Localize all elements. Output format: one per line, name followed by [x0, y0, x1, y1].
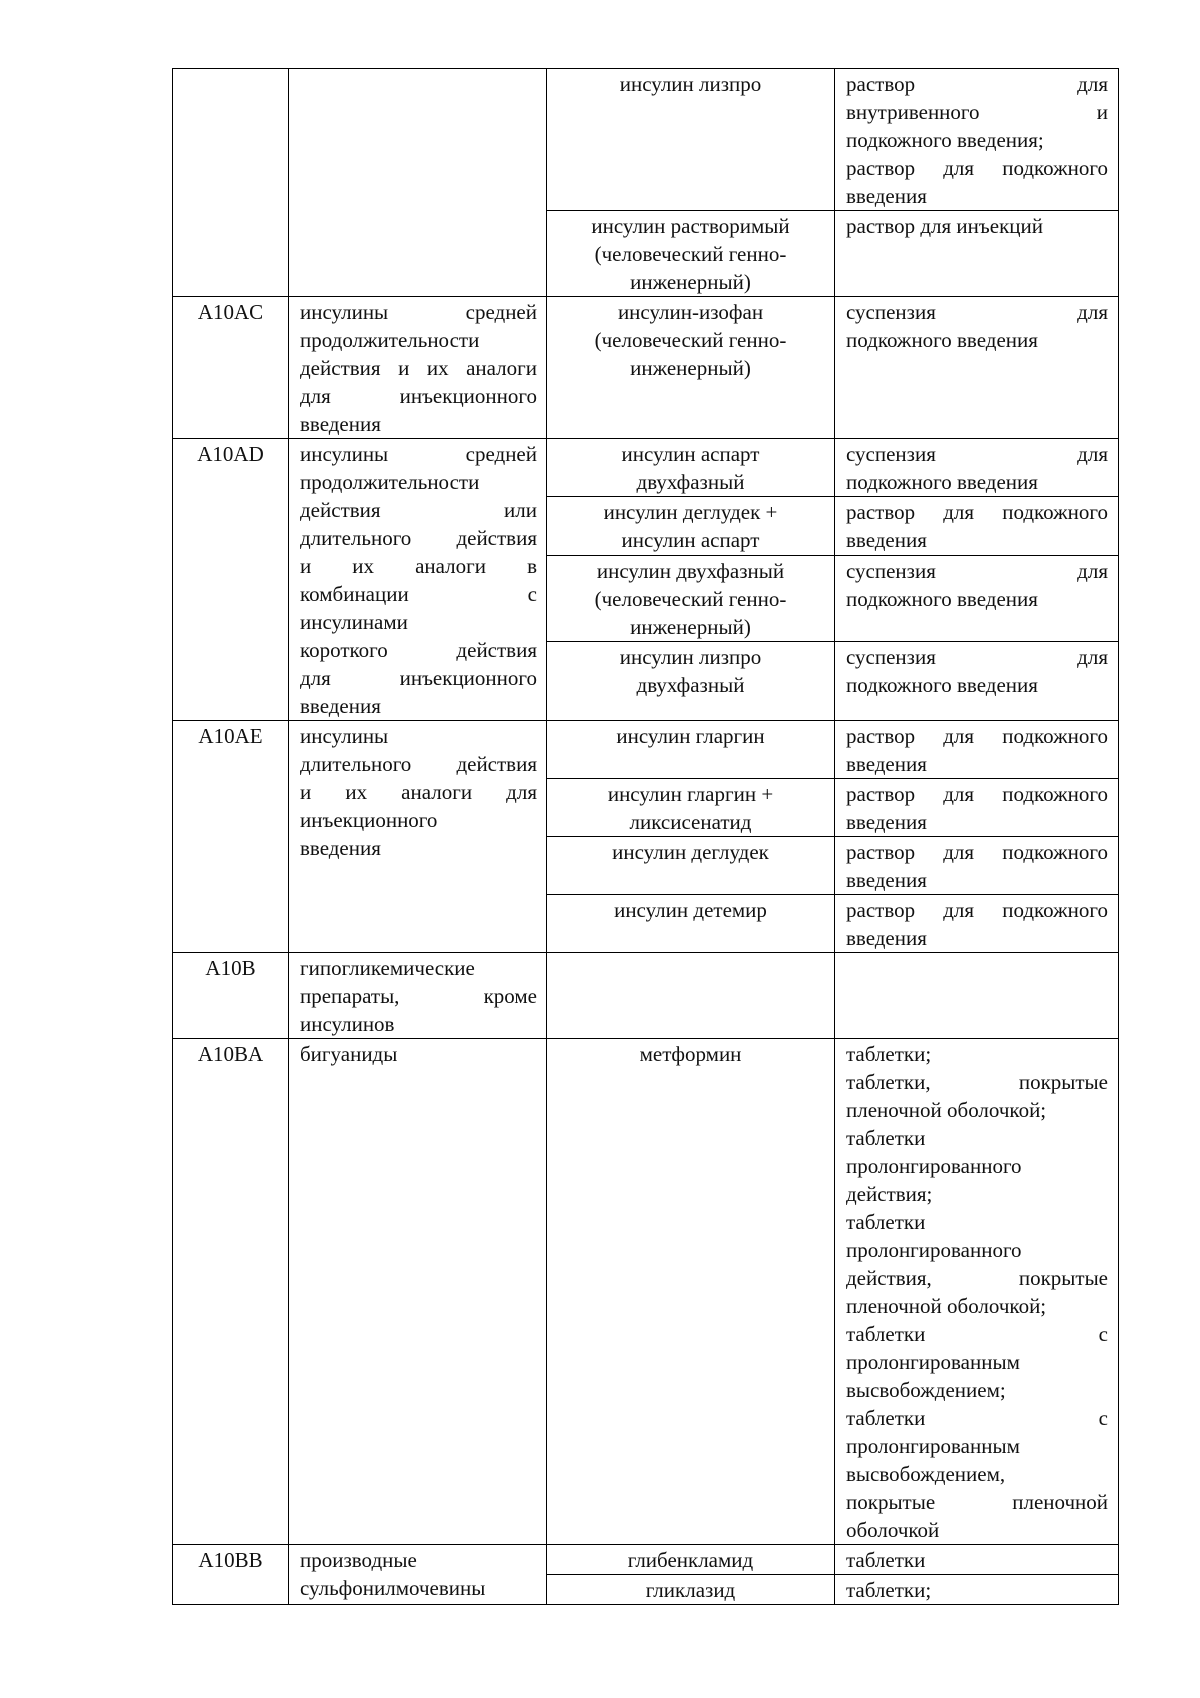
- table.rows.9.form-line: раствор для подкожного: [846, 840, 1108, 864]
- table.rows.12.form-line: действия, покрытые: [846, 1266, 1108, 1290]
- dosage-form-cell: [835, 1039, 1119, 1545]
- dosage-form-cell: [835, 1575, 1119, 1605]
- drug-name-cell: [547, 1575, 835, 1605]
- table.rows.3.form-line: суспензия для: [846, 442, 1108, 466]
- table.rows.7.name-line: введения: [300, 836, 381, 860]
- table.rows.12.form-line: пленочной оболочкой;: [846, 1098, 1047, 1122]
- table.rows.12.drug-line: метформин: [639, 1042, 742, 1066]
- table.rows.12.form-line: пролонгированного: [846, 1238, 1022, 1262]
- table-row: [173, 1545, 1119, 1575]
- table.rows.0.form-line: раствор для подкожного: [846, 156, 1108, 180]
- dosage-form-cell: [835, 211, 1119, 297]
- table.rows.12.form-line: действия;: [846, 1182, 933, 1206]
- atc-code-cell: A10AC: [173, 297, 289, 439]
- table.rows.4.drug-line: инсулин деглудек +: [603, 500, 778, 525]
- table.rows.6.drug-line: инсулин лизпро: [619, 645, 762, 670]
- table.rows.4.form-line: раствор для подкожного: [846, 500, 1108, 525]
- anatomical-group-cell: [289, 439, 547, 721]
- table.rows.12.form-line: пленочной оболочкой;: [846, 1294, 1047, 1318]
- table.rows.3.name-line: и их аналоги в: [300, 554, 537, 578]
- table.rows.0.drug-line: инсулин лизпро: [619, 72, 762, 96]
- table.rows.12.form-line: пролонгированным: [846, 1350, 1020, 1374]
- table.rows.7.name-line: инсулины: [300, 724, 389, 748]
- table.rows.10.drug-line: инсулин детемир: [614, 898, 767, 922]
- drug-name-cell: [547, 439, 835, 497]
- table-row: [173, 953, 1119, 1039]
- table.rows.12.form-line: таблетки, покрытые: [846, 1070, 1108, 1094]
- drug-table-body: [173, 69, 1119, 1605]
- table.rows.10.form-line: введения: [846, 926, 927, 950]
- table.rows.6.form-line: подкожного введения: [846, 673, 1038, 698]
- drug-name-cell: [547, 895, 835, 953]
- table.rows.2.drug-line: инсулин-изофан: [617, 300, 764, 324]
- table.rows.9.form-line: введения: [846, 868, 927, 892]
- table.rows.2.drug-line: инженерный): [630, 356, 751, 380]
- dosage-form-cell: [835, 297, 1119, 439]
- drug-name-cell: [547, 642, 835, 721]
- table.rows.12.form-line: таблетки;: [846, 1042, 932, 1066]
- table.rows.6.drug-line: двухфазный: [636, 673, 745, 698]
- table.rows.13.drug-line: глибенкламид: [627, 1548, 754, 1572]
- table-row: [173, 721, 1119, 779]
- table.rows.3.name-line: короткого действия: [300, 638, 537, 662]
- table.rows.12.form-line: высвобождением;: [846, 1378, 1006, 1402]
- table.rows.12.form-line: пролонгированным: [846, 1434, 1020, 1458]
- table.rows.7.name-line: инъекционного: [300, 808, 438, 832]
- anatomical-group-cell: [289, 1545, 547, 1605]
- table.rows.3.form-line: подкожного введения: [846, 470, 1038, 494]
- table-row: [173, 1039, 1119, 1545]
- anatomical-group-cell: [289, 297, 547, 439]
- table.rows.12.form-line: высвобождением,: [846, 1462, 1006, 1486]
- table-row: [173, 297, 1119, 439]
- table.rows.8.form-line: введения: [846, 810, 927, 834]
- dosage-form-cell: [835, 1545, 1119, 1575]
- table.rows.4.form-line: введения: [846, 528, 927, 553]
- table.rows.8.drug-line: инсулин гларгин +: [607, 782, 774, 806]
- drug-name-cell: [547, 721, 835, 779]
- table.rows.5.form-line: подкожного введения: [846, 586, 1038, 611]
- table.rows.7.form-line: раствор для подкожного: [846, 724, 1108, 748]
- dosage-form-cell: [835, 895, 1119, 953]
- table.rows.11.name-line: препараты, кроме: [300, 984, 537, 1008]
- drug-name-cell: [547, 297, 835, 439]
- dosage-form-cell: [835, 642, 1119, 721]
- dosage-form-cell: [835, 721, 1119, 779]
- dosage-form-cell: [835, 779, 1119, 837]
- table.rows.2.name-line: введения: [300, 412, 381, 436]
- dosage-form-cell: [835, 497, 1119, 555]
- dosage-form-cell: [835, 555, 1119, 642]
- dosage-form-cell: [835, 953, 1119, 1039]
- table.rows.2.name-line: продолжительности: [300, 328, 480, 352]
- drug-name-cell: [547, 953, 835, 1039]
- table.rows.11.name-line: гипогликемические: [300, 956, 475, 980]
- table.rows.7.name-line: длительного действия: [300, 752, 537, 776]
- table.rows.3.name-line: инсулины средней: [300, 442, 537, 466]
- table.rows.1.form-line: раствор для инъекций: [846, 214, 1043, 238]
- table.rows.3.drug-line: инсулин аспарт: [621, 442, 760, 466]
- table.rows.5.drug-line: инженерный): [630, 614, 751, 639]
- table.rows.10.form-line: раствор для подкожного: [846, 898, 1108, 922]
- atc-code-cell: A10AD: [173, 439, 289, 721]
- drug-name-cell: [547, 1039, 835, 1545]
- table.rows.12.form-line: оболочкой: [846, 1518, 940, 1542]
- table.rows.5.drug-line: (человеческий генно-: [594, 586, 787, 611]
- table.rows.3.name-line: введения: [300, 694, 381, 718]
- table.rows.2.name-line: инсулины средней: [300, 300, 537, 324]
- table.rows.7.drug-line: инсулин гларгин: [616, 724, 765, 748]
- table.rows.4.drug-line: инсулин аспарт: [621, 528, 760, 553]
- table.rows.12.form-line: покрытые пленочной: [846, 1490, 1108, 1514]
- table.rows.3.name-line: длительного действия: [300, 526, 537, 550]
- table.rows.0.form-line: внутривенного и: [846, 100, 1108, 124]
- drug-table: [172, 68, 1119, 1605]
- table.rows.1.drug-line: инженерный): [630, 270, 751, 294]
- table.rows.3.drug-line: двухфазный: [636, 470, 745, 494]
- atc-code-cell: A10B: [173, 953, 289, 1039]
- anatomical-group-cell: [289, 953, 547, 1039]
- table-row: [173, 439, 1119, 497]
- atc-code-cell: A10AE: [173, 721, 289, 953]
- atc-code-cell: A10BA: [173, 1039, 289, 1545]
- table.rows.13.name-line: сульфонилмочевины: [300, 1576, 486, 1600]
- drug-name-cell: [547, 1545, 835, 1575]
- table.rows.14.drug-line: гликлазид: [645, 1578, 736, 1602]
- table.rows.0.form-line: введения: [846, 184, 927, 208]
- table.rows.2.form-line: суспензия для: [846, 300, 1108, 324]
- table.rows.9.drug-line: инсулин деглудек: [612, 840, 769, 864]
- table.rows.5.drug-line: инсулин двухфазный: [596, 558, 785, 583]
- drug-name-cell: [547, 779, 835, 837]
- atc-code-cell: [173, 69, 289, 297]
- table.rows.12.form-line: таблетки с: [846, 1406, 1108, 1430]
- table.rows.1.drug-line: инсулин растворимый: [591, 214, 790, 238]
- anatomical-group-cell: [289, 721, 547, 953]
- table.rows.12.form-line: таблетки: [846, 1210, 926, 1234]
- table.rows.13.form-line: таблетки: [846, 1548, 926, 1572]
- table.rows.14.form-line: таблетки;: [846, 1578, 932, 1602]
- table.rows.3.name-line: комбинации с: [300, 582, 537, 606]
- table.rows.0.form-line: раствор для: [846, 72, 1108, 96]
- drug-name-cell: [547, 555, 835, 642]
- table.rows.3.name-line: продолжительности: [300, 470, 480, 494]
- table.rows.3.name-line: действия или: [300, 498, 537, 522]
- drug-name-cell: [547, 497, 835, 555]
- table.rows.8.form-line: раствор для подкожного: [846, 782, 1108, 806]
- table.rows.5.form-line: суспензия для: [846, 558, 1108, 583]
- table.rows.2.name-line: действия и их аналоги: [300, 356, 537, 380]
- table.rows.12.form-line: таблетки с: [846, 1322, 1108, 1346]
- table.rows.2.name-line: для инъекционного: [300, 384, 537, 408]
- table.rows.3.name-line: инсулинами: [300, 610, 408, 634]
- document-page: [172, 68, 1118, 1605]
- table.rows.13.name-line: производные: [300, 1548, 417, 1572]
- table-row: [173, 69, 1119, 211]
- table.rows.12.name-line: бигуаниды: [300, 1042, 398, 1066]
- table.rows.11.name-line: инсулинов: [300, 1012, 395, 1036]
- table.rows.1.drug-line: (человеческий генно-: [594, 242, 787, 266]
- table.rows.0.form-line: подкожного введения;: [846, 128, 1044, 152]
- table.rows.2.form-line: подкожного введения: [846, 328, 1038, 352]
- table.rows.7.form-line: введения: [846, 752, 927, 776]
- anatomical-group-cell: [289, 1039, 547, 1545]
- atc-code-cell: A10BB: [173, 1545, 289, 1605]
- table.rows.12.form-line: пролонгированного: [846, 1154, 1022, 1178]
- dosage-form-cell: [835, 837, 1119, 895]
- table.rows.3.name-line: для инъекционного: [300, 666, 537, 690]
- table.rows.8.drug-line: ликсисенатид: [629, 810, 752, 834]
- drug-name-cell: [547, 69, 835, 211]
- dosage-form-cell: [835, 69, 1119, 211]
- table.rows.2.drug-line: (человеческий генно-: [594, 328, 787, 352]
- drug-name-cell: [547, 837, 835, 895]
- anatomical-group-cell: [289, 69, 547, 297]
- table.rows.7.name-line: и их аналоги для: [300, 780, 537, 804]
- dosage-form-cell: [835, 439, 1119, 497]
- table.rows.12.form-line: таблетки: [846, 1126, 926, 1150]
- table.rows.6.form-line: суспензия для: [846, 645, 1108, 670]
- drug-name-cell: [547, 211, 835, 297]
